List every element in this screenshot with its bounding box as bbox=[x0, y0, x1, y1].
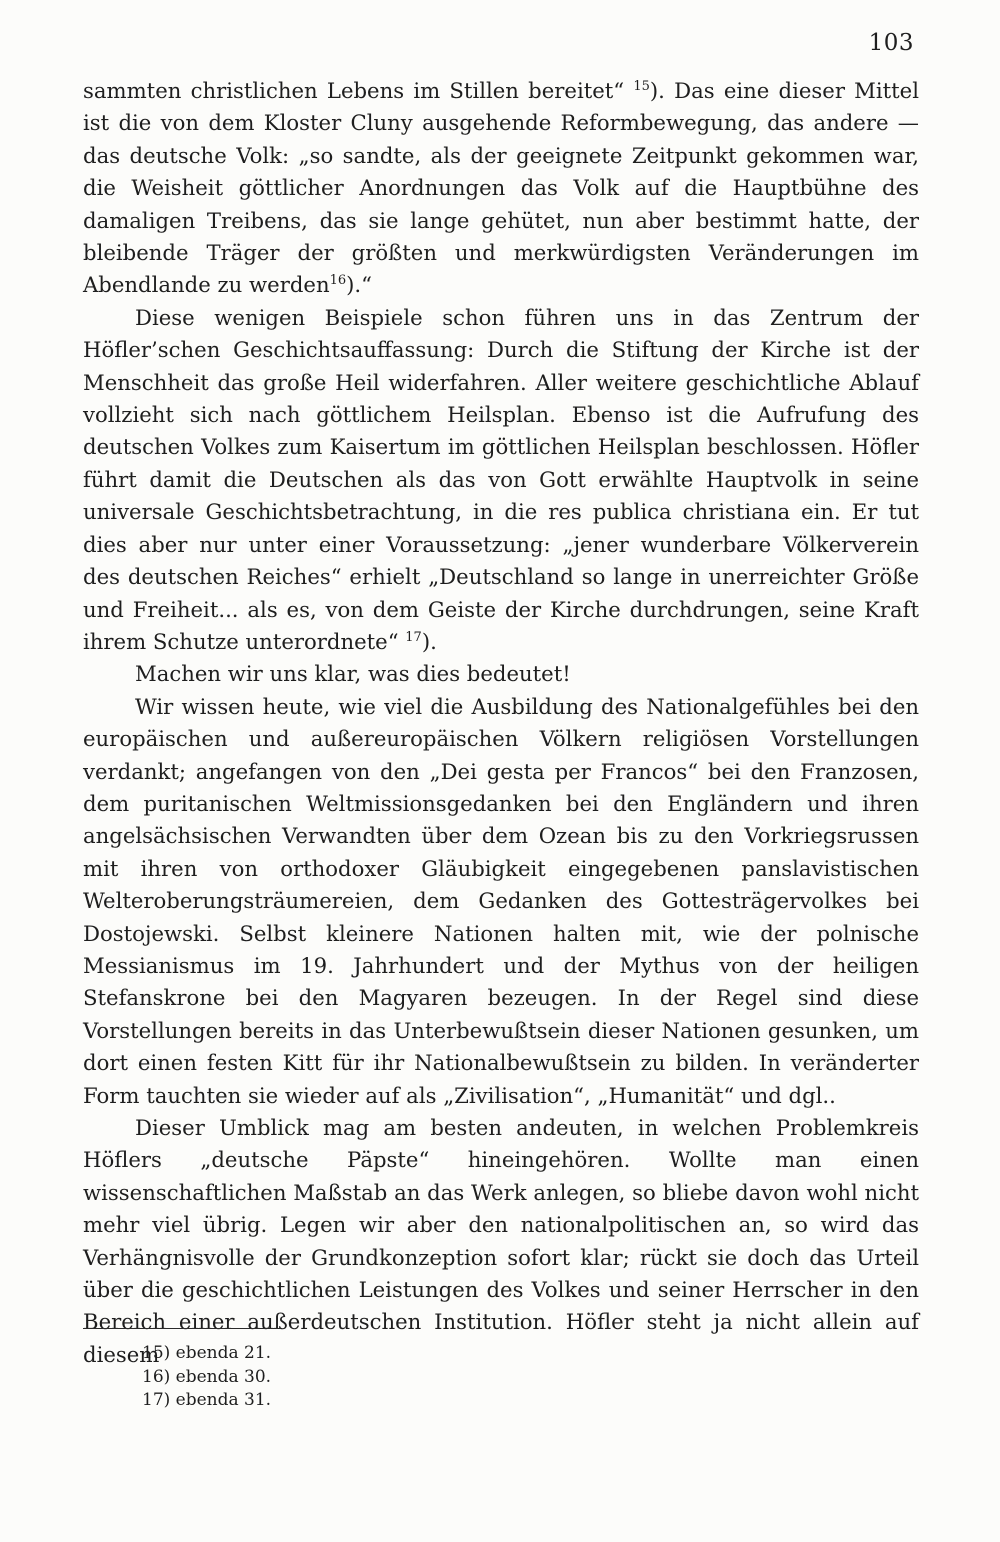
text-run: ). bbox=[421, 628, 437, 654]
footnote-rule bbox=[83, 1328, 281, 1329]
footnote-15: 15) ebenda 21. bbox=[142, 1343, 272, 1363]
paragraph-3 bbox=[83, 658, 919, 690]
text-run: ).“ bbox=[346, 272, 372, 298]
text-run: Wir wissen heute, wie viel die Ausbildung des Nationalgefühles bei den europäischen und außereuropäischen Völkern religiösen Vorstellungen verdankt; angefangen von den „Dei gesta per Francos“ bei den Franzosen, dem puritanischen Weltmissionsgedanken bei den Engländern und ihren angelsächsischen Verwandten über dem Ozean bis zu den Vorkriegsrussen mit ihren von orthodoxer Gläubigkeit eingegebenen panslavistischen Welteroberungsträumereien, dem Gedanken des Gottesträgervolkes bei Dostojewski. Selbst kleinere Nationen halten mit, wie der polnische Messianismus im 19. Jahrhundert und der Mythus von der heiligen Stefanskrone bei den Magyaren bezeugen. In der Regel sind diese Vorstellungen bereits in das Unterbewußtsein dieser Nationen gesunken, um dort einen festen Kitt für ihr Nationalbewußtsein zu bilden. In veränderter Form tauchten sie wieder auf als „Zivilisation“, „Humanität“ und dgl.. bbox=[83, 693, 919, 1108]
body-text bbox=[83, 75, 919, 1371]
footnote-ref-15: 15 bbox=[633, 79, 650, 94]
footnote-ref-17: 17 bbox=[405, 629, 422, 645]
footnote-17: 17) ebenda 31. bbox=[142, 1390, 272, 1410]
page-number: 103 bbox=[868, 30, 914, 56]
text-run: Dieser Umblick mag am besten andeuten, in welchen Problemkreis Höflers „deutsche Päpste“ hineingehören. Wollte man einen wissenschaftlichen Maßstab an das Werk anlegen, so bliebe davon wohl nicht mehr viel übrig. Legen wir aber den nationalpolitischen an, so wird das Verhängnisvolle der Grundkonzeption sofort klar; rückt sie doch das Urteil über die geschichtlichen Leistungen des Volkes und seiner Herrscher in den Bereich einer außerdeutschen Institution. Höfler steht ja nicht allein auf diesem bbox=[83, 1115, 919, 1367]
paragraph-5 bbox=[83, 1112, 919, 1371]
footnotes bbox=[142, 1342, 271, 1413]
footnote-ref-16: 16 bbox=[329, 273, 347, 289]
paragraph-1 bbox=[83, 75, 919, 302]
footnote-16: 16) ebenda 30. bbox=[142, 1366, 272, 1387]
paragraph-2 bbox=[83, 302, 919, 658]
text-run: Machen wir uns klar, was dies bedeutet! bbox=[135, 661, 571, 687]
paragraph-4 bbox=[83, 691, 919, 1112]
text-run: Diese wenigen Beispiele schon führen uns in das Zentrum der Höfler’schen Geschichtsauffassung: Durch die Stiftung der Kirche ist der Menschheit das große Heil widerfahren. Aller weitere geschichtliche Ablauf vollzieht sich nach göttlichem Heilsplan. Ebenso ist die Aufrufung des deutschen Volkes zum Kaisertum im göttlichen Heilsplan beschlossen. Höfler führt damit die Deutschen als das von Gott erwählte Hauptvolk in seine universale Geschichtsbetrachtung, in die res publica christiana ein. Er tut dies aber nur unter einer Voraussetzung: „jener wunderbare Völkerverein des deutschen Reiches“ erhielt „Deutschland so lange in unerreichter Größe und Freiheit... als es, von dem Geiste der Kirche durchdrungen, seine Kraft ihrem Schutze unterordnete“ bbox=[83, 304, 919, 654]
text-run: ). Das eine dieser Mittel ist die von dem Kloster Cluny ausgehende Reformbewegung, das andere — das deutsche Volk: „so sandte, als der geeignete Zeitpunkt gekommen war, die Weisheit göttlicher Anordnungen das Volk auf die Hauptbühne des damaligen Treibens, das sie lange gehütet, nun aber bestimmt hatte, der bleibende Träger der größten und merkwürdigsten Veränderungen im Abendlande zu werden bbox=[83, 78, 919, 298]
text-run: sammten christlichen Lebens im Stillen bereitet“ bbox=[83, 78, 634, 103]
